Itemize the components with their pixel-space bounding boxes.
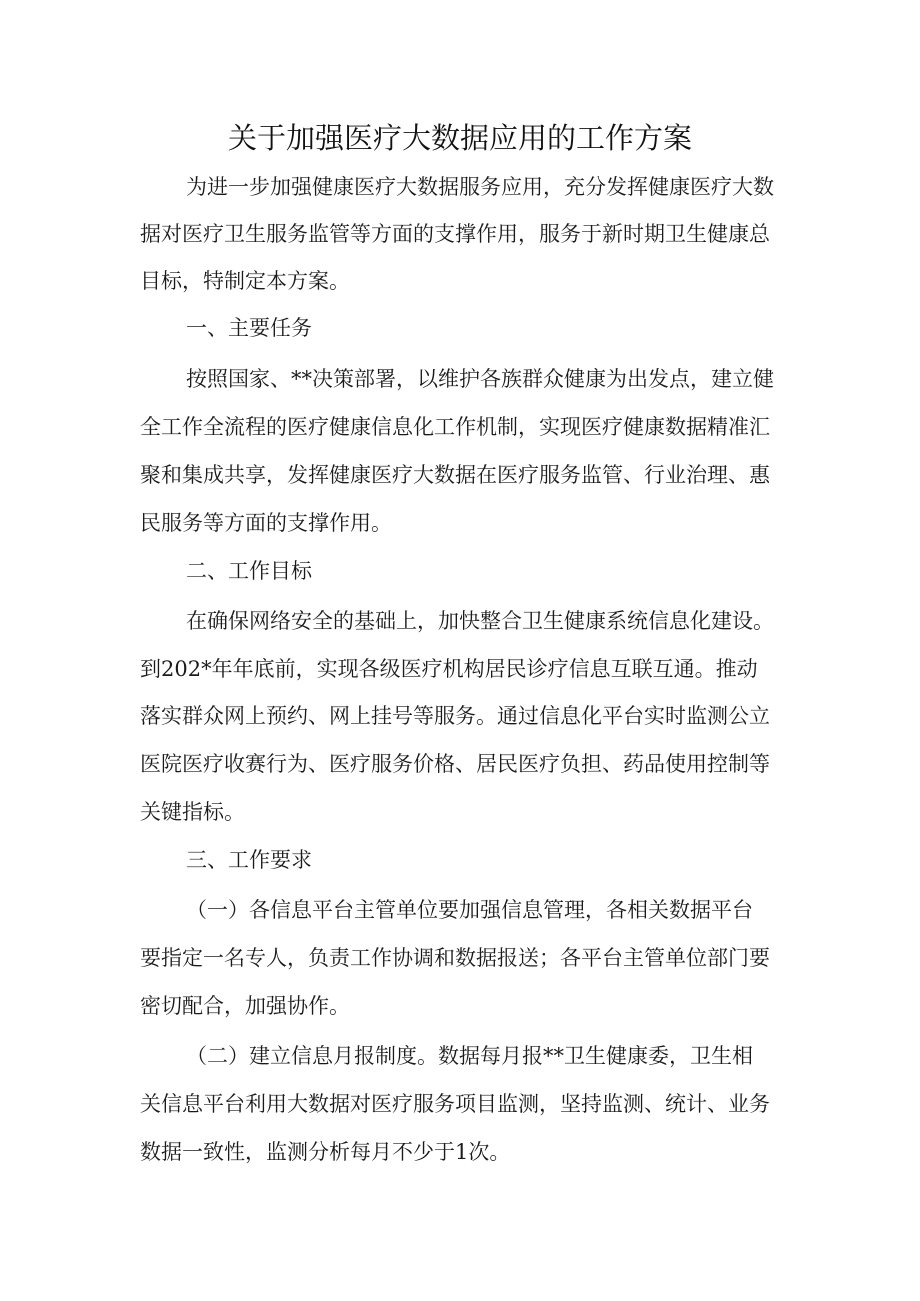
section-1-line-1: 按照国家、**决策部署，以维护各族群众健康为出发点，建立健 (186, 367, 774, 391)
document-title: 关于加强医疗大数据应用的工作方案 (227, 121, 692, 155)
section-1-line-2: 全工作全流程的医疗健康信息化工作机制，实现医疗健康数据精准汇 (140, 415, 770, 439)
section-2-line-1: 在确保网络安全的基础上，加快整合卫生健康系统信息化建设。 (186, 609, 774, 633)
section-3-item-1-line-3: 密切配合，加强协作。 (140, 994, 350, 1018)
section-heading-1: 一、主要任务 (186, 316, 312, 340)
section-heading-2: 二、工作目标 (186, 559, 312, 583)
section-heading-3: 三、工作要求 (186, 848, 312, 872)
section-2-line-4: 医院医疗收赛行为、医疗服务价格、居民医疗负担、药品使用控制等 (140, 752, 770, 776)
intro-line-2: 据对医疗卫生服务监管等方面的支撑作用，服务于新时期卫生健康总 (140, 222, 770, 246)
section-2-line-2: 到202*年年底前，实现各级医疗机构居民诊疗信息互联互通。推动 (140, 657, 758, 681)
section-3-item-1-line-2: 要指定一名专人，负责工作协调和数据报送；各平台主管单位部门要 (140, 946, 770, 970)
section-2-line-3: 落实群众网上预约、网上挂号等服务。通过信息化平台实时监测公立 (140, 704, 770, 728)
section-3-item-2-line-3: 数据一致性，监测分析每月不少于1次。 (140, 1140, 511, 1164)
section-3-item-2-line-1: （二）建立信息月报制度。数据每月报**卫生健康委，卫生相 (186, 1044, 753, 1068)
section-1-line-4: 民服务等方面的支撑作用。 (140, 511, 392, 535)
intro-line-3: 目标，特制定本方案。 (140, 269, 350, 293)
section-1-line-3: 聚和集成共享，发挥健康医疗大数据在医疗服务监管、行业治理、惠 (140, 463, 770, 487)
section-2-line-5: 关键指标。 (140, 800, 245, 824)
section-3-item-1-line-1: （一）各信息平台主管单位要加强信息管理，各相关数据平台 (186, 898, 753, 922)
section-3-item-2-line-2: 关信息平台利用大数据对医疗服务项目监测，坚持监测、统计、业务 (140, 1092, 770, 1116)
intro-line-1: 为进一步加强健康医疗大数据服务应用，充分发挥健康医疗大数 (186, 175, 774, 199)
